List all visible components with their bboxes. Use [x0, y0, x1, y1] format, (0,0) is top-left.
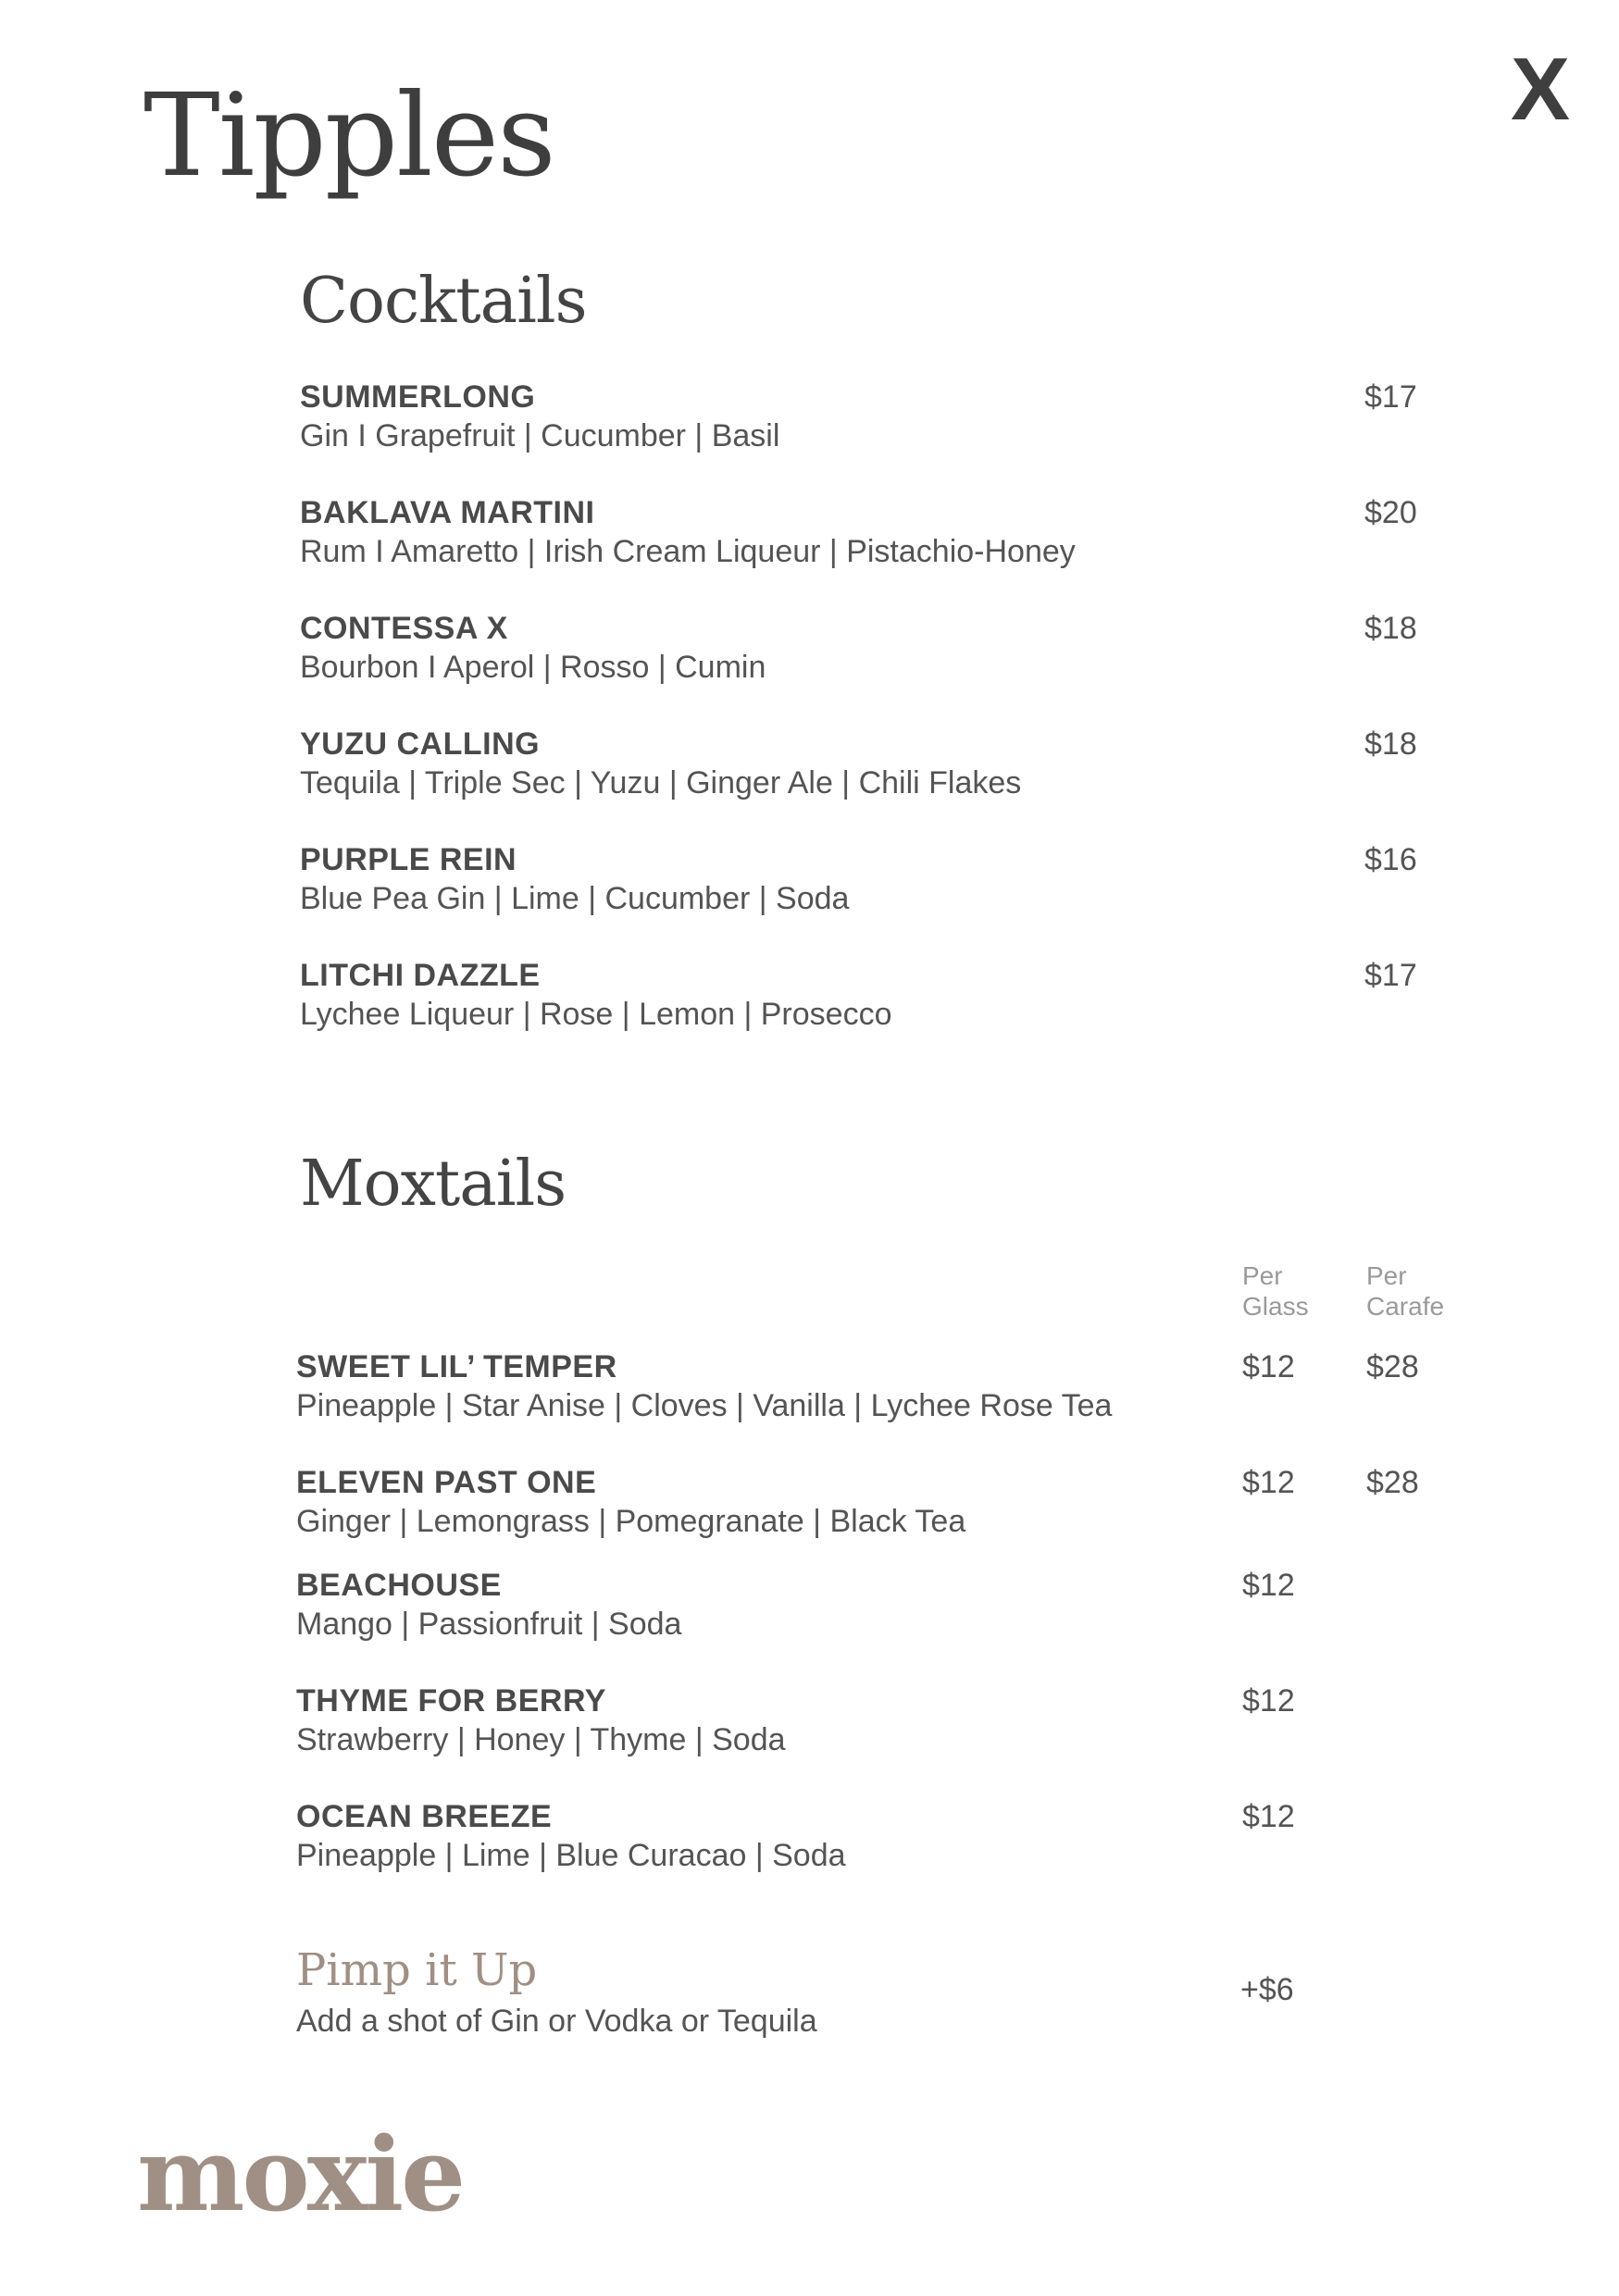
mocktail-item	[296, 1463, 1370, 1541]
price-glass: $12	[1242, 1465, 1295, 1500]
item-name: ELEVEN PAST ONE	[296, 1465, 597, 1500]
item-price: $17	[1364, 379, 1417, 415]
item-price: $18	[1364, 726, 1417, 762]
item-price: $16	[1364, 842, 1417, 877]
cocktail-item	[300, 493, 1374, 571]
cocktail-item	[300, 609, 1374, 687]
cocktails-heading: Cocktails	[300, 265, 587, 338]
item-name: PURPLE REIN	[300, 842, 517, 877]
page-title: Tipples	[143, 69, 554, 203]
mocktails-heading: Moxtails	[300, 1148, 567, 1221]
mocktail-item	[296, 1797, 1370, 1875]
mocktail-item	[296, 1566, 1370, 1644]
item-description: Pineapple | Lime | Blue Curacao | Soda	[296, 1838, 846, 1873]
addon-price: +$6	[1240, 1972, 1294, 2007]
item-price: $20	[1364, 495, 1417, 530]
mocktail-item	[296, 1682, 1370, 1759]
item-name: THYME FOR BERRY	[296, 1683, 606, 1719]
item-description: Pineapple | Star Anise | Cloves | Vanilla | Lychee Rose Tea	[296, 1388, 1113, 1423]
close-icon[interactable]: X	[1510, 40, 1571, 139]
price-glass: $12	[1242, 1683, 1295, 1719]
col-header-carafe	[1366, 1260, 1444, 1322]
item-description: Bourbon I Aperol | Rosso | Cumin	[300, 650, 766, 685]
item-description: Strawberry | Honey | Thyme | Soda	[296, 1722, 786, 1757]
col-header-glass-line1: Per	[1242, 1261, 1283, 1290]
col-header-glass	[1242, 1260, 1309, 1322]
item-description: Ginger | Lemongrass | Pomegranate | Black Tea	[296, 1504, 966, 1539]
cocktail-item	[300, 840, 1374, 918]
item-description: Tequila | Triple Sec | Yuzu | Ginger Ale | Chili Flakes	[300, 765, 1022, 800]
cocktail-item	[300, 725, 1374, 802]
col-header-carafe-line1: Per	[1366, 1261, 1407, 1290]
addon-title: Pimp it Up	[296, 1944, 538, 1996]
price-glass: $12	[1242, 1568, 1295, 1603]
item-description: Gin I Grapefruit | Cucumber | Basil	[300, 418, 780, 453]
item-name: CONTESSA X	[300, 611, 508, 646]
price-carafe: $28	[1366, 1349, 1419, 1384]
item-description: Lychee Liqueur | Rose | Lemon | Prosecco	[300, 997, 892, 1032]
item-price: $17	[1364, 958, 1417, 993]
item-name: LITCHI DAZZLE	[300, 958, 541, 993]
cocktail-item	[300, 378, 1374, 455]
item-name: BAKLAVA MARTINI	[300, 495, 595, 530]
col-header-carafe-line2: Carafe	[1366, 1292, 1445, 1321]
addon-description: Add a shot of Gin or Vodka or Tequila	[296, 2004, 817, 2039]
item-description: Mango | Passionfruit | Soda	[296, 1607, 682, 1642]
item-name: OCEAN BREEZE	[296, 1799, 553, 1834]
item-name: SWEET LIL’ TEMPER	[296, 1349, 617, 1384]
price-carafe: $28	[1366, 1465, 1419, 1500]
price-glass: $12	[1242, 1349, 1295, 1384]
price-glass: $12	[1242, 1799, 1295, 1834]
item-name: BEACHOUSE	[296, 1568, 502, 1603]
item-description: Blue Pea Gin | Lime | Cucumber | Soda	[300, 881, 850, 916]
col-header-glass-line2: Glass	[1242, 1292, 1309, 1321]
item-name: SUMMERLONG	[300, 379, 536, 415]
mocktail-item	[296, 1347, 1370, 1425]
brand-logo: moxie	[137, 2115, 464, 2234]
item-name: YUZU CALLING	[300, 726, 541, 762]
item-price: $18	[1364, 611, 1417, 646]
item-description: Rum I Amaretto | Irish Cream Liqueur | Pistachio-Honey	[300, 534, 1076, 569]
cocktail-item	[300, 956, 1374, 1034]
